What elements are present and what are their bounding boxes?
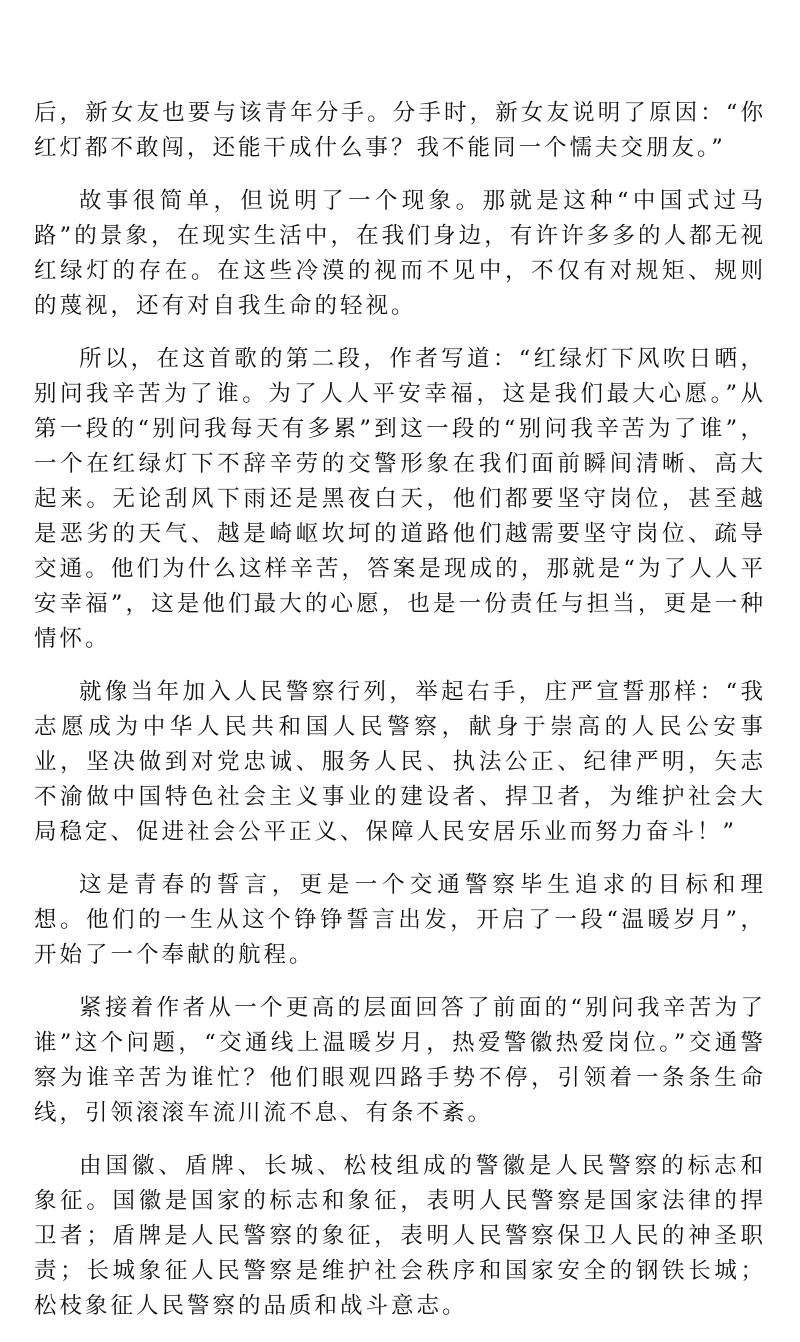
paragraph: 这是青春的誓言，更是一个交通警察毕生追求的目标和理想。他们的一生从这个铮铮誓言出发，开启了一段“温暖岁月”，开始了一个奉献的航程。 bbox=[34, 872, 766, 968]
paragraph: 由国徽、盾牌、长城、松枝组成的警徽是人民警察的标志和象征。国徽是国家的标志和象征，表明人民警察是国家法律的捍卫者；盾牌是人民警察的象征，表明人民警察保卫人民的神圣职责；长城象征人民警察是维护社会秩序和国家安全的钢铁长城；松枝象征人民警察的品质和战斗意志。 bbox=[34, 1153, 766, 1319]
paragraph: 所以，在这首歌的第二段，作者写道：“红绿灯下风吹日晒，别问我辛苦为了谁。为了人人平安幸福，这是我们最大心愿。”从第一段的“别问我每天有多累”到这一段的“别问我辛苦为了谁”，一个在红绿灯下不辞辛劳的交警形象在我们面前瞬间清晰、高大起来。无论刮风下雨还是黑夜白天，他们都要坚守岗位，甚至越是恶劣的天气、越是崎岖坎坷的道路他们越需要坚守岗位、疏导交通。他们为什么这样辛苦，答案是现成的，那就是“为了人人平安幸福”，这是他们最大的心愿，也是一份责任与担当，更是一种情怀。 bbox=[34, 346, 766, 652]
paragraph: 紧接着作者从一个更高的层面回答了前面的“别问我辛苦为了谁”这个问题，“交通线上温暖岁月，热爱警徽热爱岗位。”交通警察为谁辛苦为谁忙？他们眼观四路手势不停，引领着一条条生命线，引领滚滚车流川流不息、有条不紊。 bbox=[34, 995, 766, 1126]
document-body bbox=[34, 96, 766, 1342]
paragraph: 就像当年加入人民警察行列，举起右手，庄严宣誓那样：“我志愿成为中华人民共和国人民警察，献身于崇高的人民公安事业，坚决做到对党忠诚、服务人民、执法公正、纪律严明，矢志不渝做中国特色社会主义事业的建设者、捍卫者，为维护社会大局稳定、促进社会公平正义、保障人民安居乐业而努力奋斗！” bbox=[34, 679, 766, 845]
paragraph-continued: 后，新女友也要与该青年分手。分手时，新女友说明了原因：“你红灯都不敢闯，还能干成什么事？我不能同一个懦夫交朋友。” bbox=[34, 100, 766, 161]
paragraph: 故事很简单，但说明了一个现象。那就是这种“中国式过马路”的景象，在现实生活中，在我们身边，有许许多多的人都无视红绿灯的存在。在这些冷漠的视而不见中，不仅有对规矩、规则的蔑视，还有对自我生命的轻视。 bbox=[34, 188, 766, 319]
